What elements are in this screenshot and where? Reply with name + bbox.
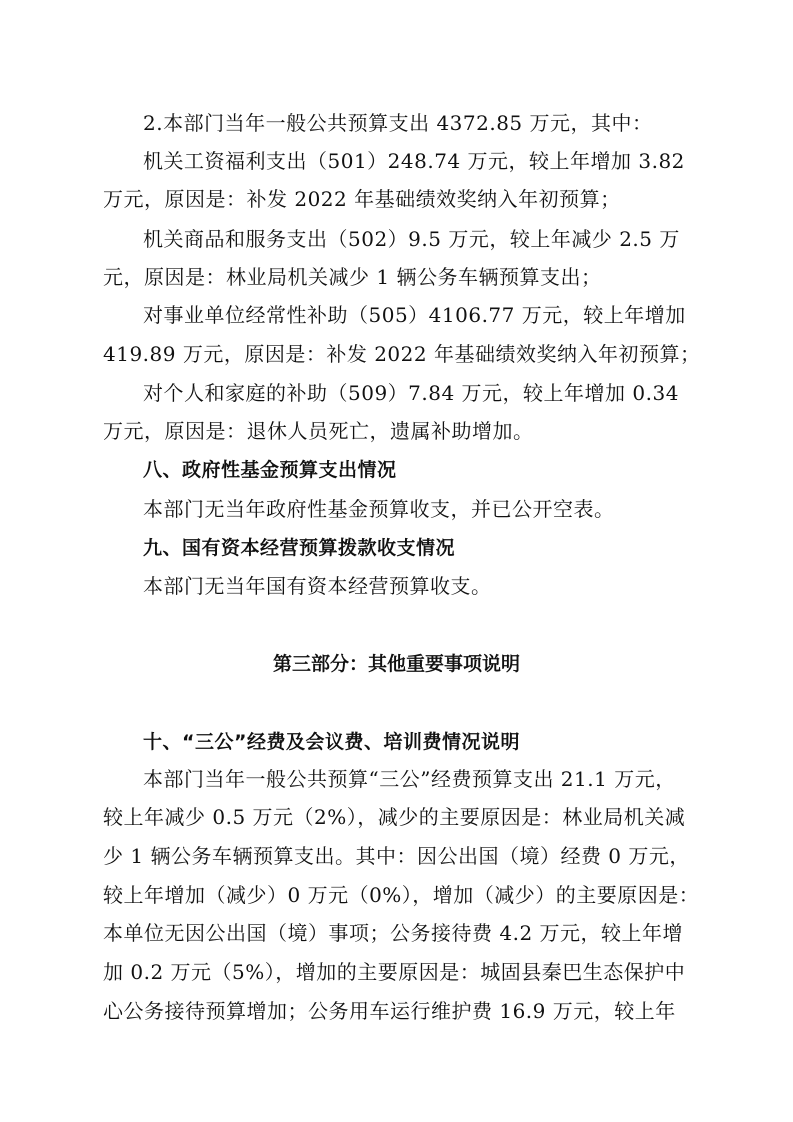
paragraph-line: 419.89 万元，原因是：补发 2022 年基础绩效奖纳入年初预算；: [103, 342, 701, 366]
paragraph-line: 机关商品和服务支出（502）9.5 万元，较上年减少 2.5 万: [143, 227, 680, 251]
section-heading-8: 八、政府性基金预算支出情况: [143, 459, 397, 481]
paragraph-line: 对事业单位经常性补助（505）4106.77 万元，较上年增加: [143, 303, 686, 327]
paragraph-line: 元，原因是：林业局机关减少 1 辆公务车辆预算支出；: [103, 265, 602, 289]
paragraph-line: 万元，原因是：退休人员死亡，遗属补助增加。: [103, 419, 534, 443]
paragraph-line: 较上年减少 0.5 万元（2%），减少的主要原因是：林业局机关减: [103, 805, 686, 829]
paragraph-line: 本部门无当年政府性基金预算收支，并已公开空表。: [143, 497, 615, 521]
paragraph-line: 万元，原因是：补发 2022 年基础绩效奖纳入年初预算；: [103, 187, 621, 211]
section-heading-9: 九、国有资本经营预算拨款收支情况: [143, 537, 456, 559]
paragraph-line: 对个人和家庭的补助（509）7.84 万元，较上年增加 0.34: [143, 381, 679, 405]
part-three-title: 第三部分：其他重要事项说明: [272, 653, 520, 675]
paragraph-line: 少 1 辆公务车辆预算支出。其中：因公出国（境）经费 0 万元，: [103, 844, 690, 868]
paragraph-line: 本部门当年一般公共预算“三公”经费预算支出 21.1 万元，: [143, 767, 676, 791]
paragraph-line: 机关工资福利支出（501）248.74 万元，较上年增加 3.82: [143, 149, 685, 173]
paragraph-line: 2.本部门当年一般公共预算支出 4372.85 万元，其中：: [143, 111, 653, 135]
paragraph-line: 本单位无因公出国（境）事项；公务接待费 4.2 万元，较上年增: [103, 921, 684, 945]
paragraph-line: 加 0.2 万元（5%），增加的主要原因是：城固县秦巴生态保护中: [103, 960, 686, 984]
section-heading-10: 十、“三公”经费及会议费、培训费情况说明: [143, 731, 520, 753]
paragraph-line: 较上年增加（减少）0 万元（0%），增加（减少）的主要原因是：: [103, 883, 700, 907]
paragraph-line: 心公务接待预算增加；公务用车运行维护费 16.9 万元，较上年: [103, 999, 676, 1023]
paragraph-line: 本部门无当年国有资本经营预算收支。: [143, 574, 492, 598]
